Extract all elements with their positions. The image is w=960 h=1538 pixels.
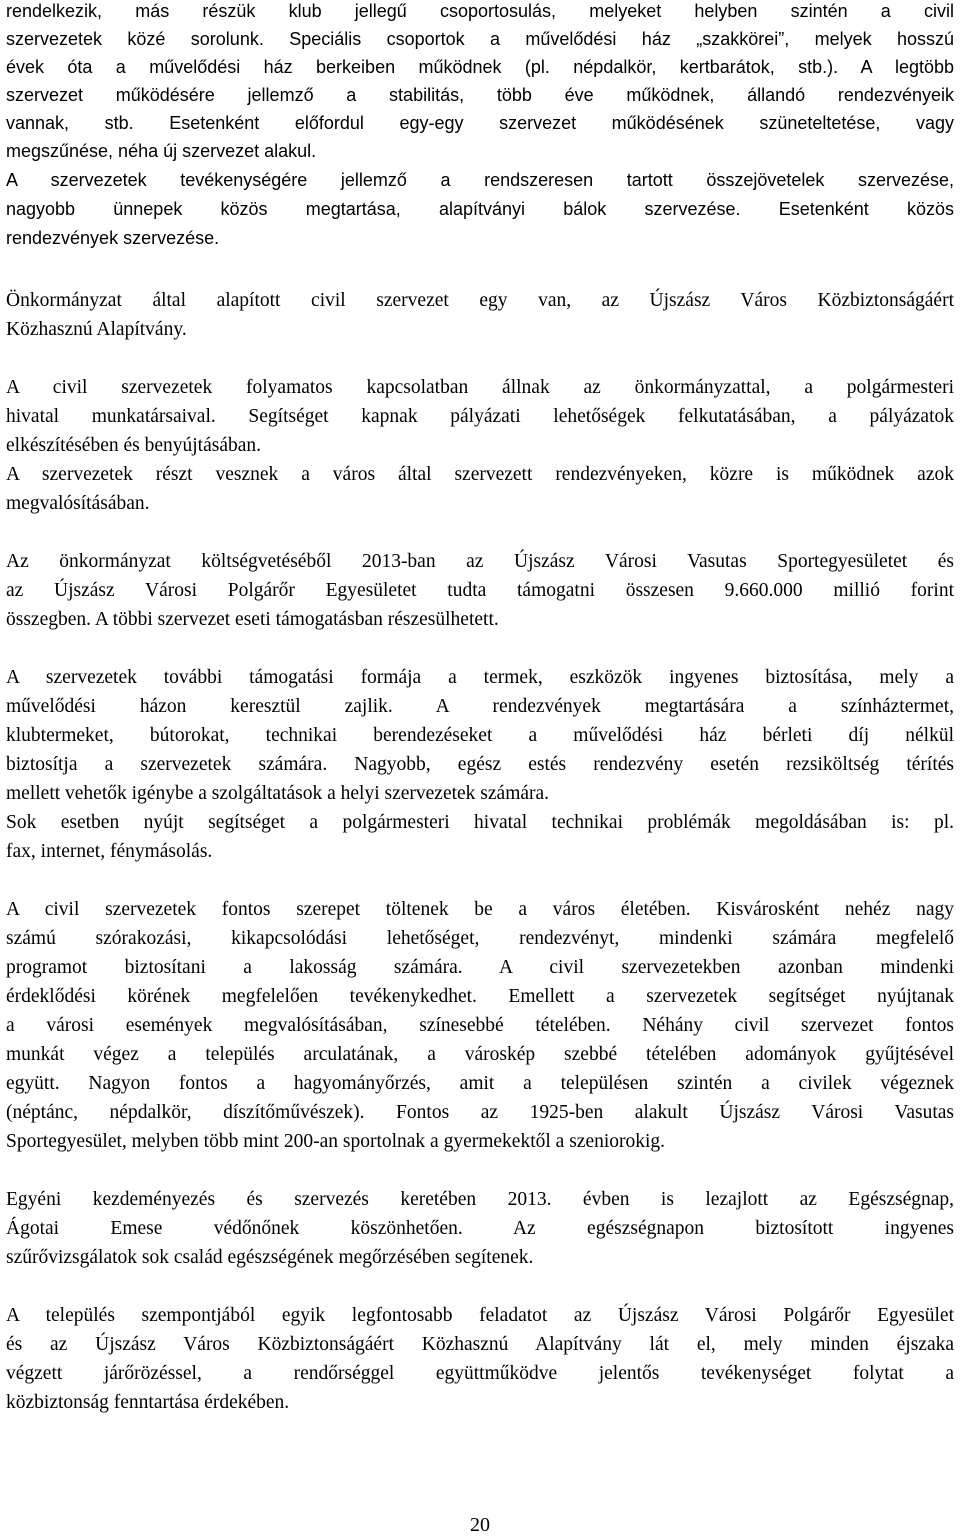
- paragraph-line: művelődési házon keresztül zajlik. A rendezvények megtartására a színháztermet,: [6, 696, 954, 717]
- paragraph-line: A szervezetek részt vesznek a város által szervezett rendezvényeken, közre is működnek azok: [6, 464, 954, 485]
- paragraph-line: nagyobb ünnepek közös megtartása, alapítványi bálok szervezése. Esetenként közös: [6, 199, 954, 219]
- paragraph-line: és az Újszász Város Közbiztonságáért Közhasznú Alapítvány lát el, mely minden éjszaka: [6, 1334, 954, 1355]
- paragraph-line: Sok esetben nyújt segítséget a polgármesteri hivatal technikai problémák megoldásában is: pl.: [6, 812, 954, 833]
- paragraph-line: szervezet működésére jellemző a stabilitás, több éve működnek, állandó rendezvényeik: [6, 85, 954, 105]
- paragraph-line: együtt. Nagyon fontos a hagyományőrzés, amit a településen szintén a civilek végeznek: [6, 1073, 954, 1094]
- paragraph-line: összegben. A többi szervezet eseti támogatásban részesülhetett.: [6, 609, 499, 630]
- paragraph-line: Közhasznú Alapítvány.: [6, 319, 187, 340]
- paragraph-line: hivatal munkatársaival. Segítséget kapnak pályázati lehetőségek felkutatásában, a pályázatok: [6, 406, 954, 427]
- paragraph-line: fax, internet, fénymásolás.: [6, 841, 213, 862]
- paragraph-line: megszűnése, néha új szervezet alakul.: [6, 141, 317, 161]
- paragraph-line: munkát végez a település arculatának, a városkép szebbé tételében adományok gyűjtésével: [6, 1044, 954, 1065]
- paragraph-line: Sportegyesület, melyben több mint 200-an sportolnak a gyermekektől a szeniorokig.: [6, 1131, 666, 1152]
- page-number: 20: [470, 1514, 490, 1536]
- paragraph-line: A település szempontjából egyik legfontosabb feladatot az Újszász Városi Polgárőr Egyesület: [6, 1305, 954, 1326]
- paragraph-line: A szervezetek tevékenységére jellemző a rendszeresen tartott összejövetelek szervezése,: [6, 170, 954, 190]
- paragraph-line: végzett járőrözéssel, a rendőrséggel együttműködve jelentős tevékenységet folytat a: [6, 1363, 954, 1384]
- paragraph-line: közbiztonság fenntartása érdekében.: [6, 1392, 290, 1413]
- paragraph-line: A civil szervezetek fontos szerepet töltenek be a város életében. Kisvárosként nehéz nagy: [6, 899, 954, 920]
- paragraph-line: rendezvények szervezése.: [6, 228, 220, 248]
- paragraph-line: az Újszász Városi Polgárőr Egyesületet tudta támogatni összesen 9.660.000 millió forint: [6, 580, 954, 601]
- paragraph-line: megvalósításában.: [6, 493, 150, 514]
- paragraph-line: A civil szervezetek folyamatos kapcsolatban állnak az önkormányzattal, a polgármesteri: [6, 377, 954, 398]
- paragraph-line: szervezetek közé sorolunk. Speciális csoportok a művelődési ház „szakkörei”, melyek hosszú: [6, 29, 954, 49]
- paragraph-line: programot biztosítani a lakosság számára. A civil szervezetekben azonban mindenki: [6, 957, 954, 978]
- paragraph-line: a városi események megvalósításában, színesebbé tételében. Néhány civil szervezet fontos: [6, 1015, 954, 1036]
- paragraph-line: évek óta a művelődési ház berkeiben működnek (pl. népdalkör, kertbarátok, stb.). A legtöbb: [6, 57, 954, 77]
- paragraph-line: A szervezetek további támogatási formája a termek, eszközök ingyenes biztosítása, mely a: [6, 667, 954, 688]
- paragraph-line: Önkormányzat által alapított civil szervezet egy van, az Újszász Város Közbiztonságáért: [6, 290, 954, 311]
- paragraph-line: számú szórakozási, kikapcsolódási lehetőséget, rendezvényt, mindenki számára megfelelő: [6, 928, 954, 949]
- paragraph-line: érdeklődési körének megfelelően tevékenykedhet. Emellett a szervezetek segítséget nyújtanak: [6, 986, 954, 1007]
- paragraph-line: Az önkormányzat költségvetéséből 2013-ban az Újszász Városi Vasutas Sportegyesületet és: [6, 551, 954, 572]
- paragraph-line: Egyéni kezdeményezés és szervezés keretében 2013. évben is lezajlott az Egészségnap,: [6, 1189, 954, 1210]
- paragraph-line: (néptánc, népdalkör, díszítőművészek). Fontos az 1925-ben alakult Újszász Városi Vasutas: [6, 1102, 954, 1123]
- paragraph-line: klubtermeket, bútorokat, technikai berendezéseket a művelődési ház bérleti díj nélkül: [6, 725, 954, 746]
- paragraph-line: elkészítésében és benyújtásában.: [6, 435, 262, 456]
- paragraph-line: szűrővizsgálatok sok család egészségének megőrzésében segítenek.: [6, 1247, 534, 1268]
- paragraph-line: rendelkezik, más részük klub jellegű csoportosulás, melyeket helyben szintén a civil: [6, 1, 954, 21]
- paragraph-line: Ágotai Emese védőnőnek köszönhetően. Az egészségnapon biztosított ingyenes: [6, 1218, 954, 1239]
- paragraph-line: vannak, stb. Esetenként előfordul egy-egy szervezet működésének szüneteltetése, vagy: [6, 113, 954, 133]
- paragraph-line: biztosítja a szervezetek számára. Nagyobb, egész estés rendezvény esetén rezsiköltség térítés: [6, 754, 954, 775]
- paragraph-line: mellett vehetők igénybe a szolgáltatások a helyi szervezetek számára.: [6, 783, 550, 804]
